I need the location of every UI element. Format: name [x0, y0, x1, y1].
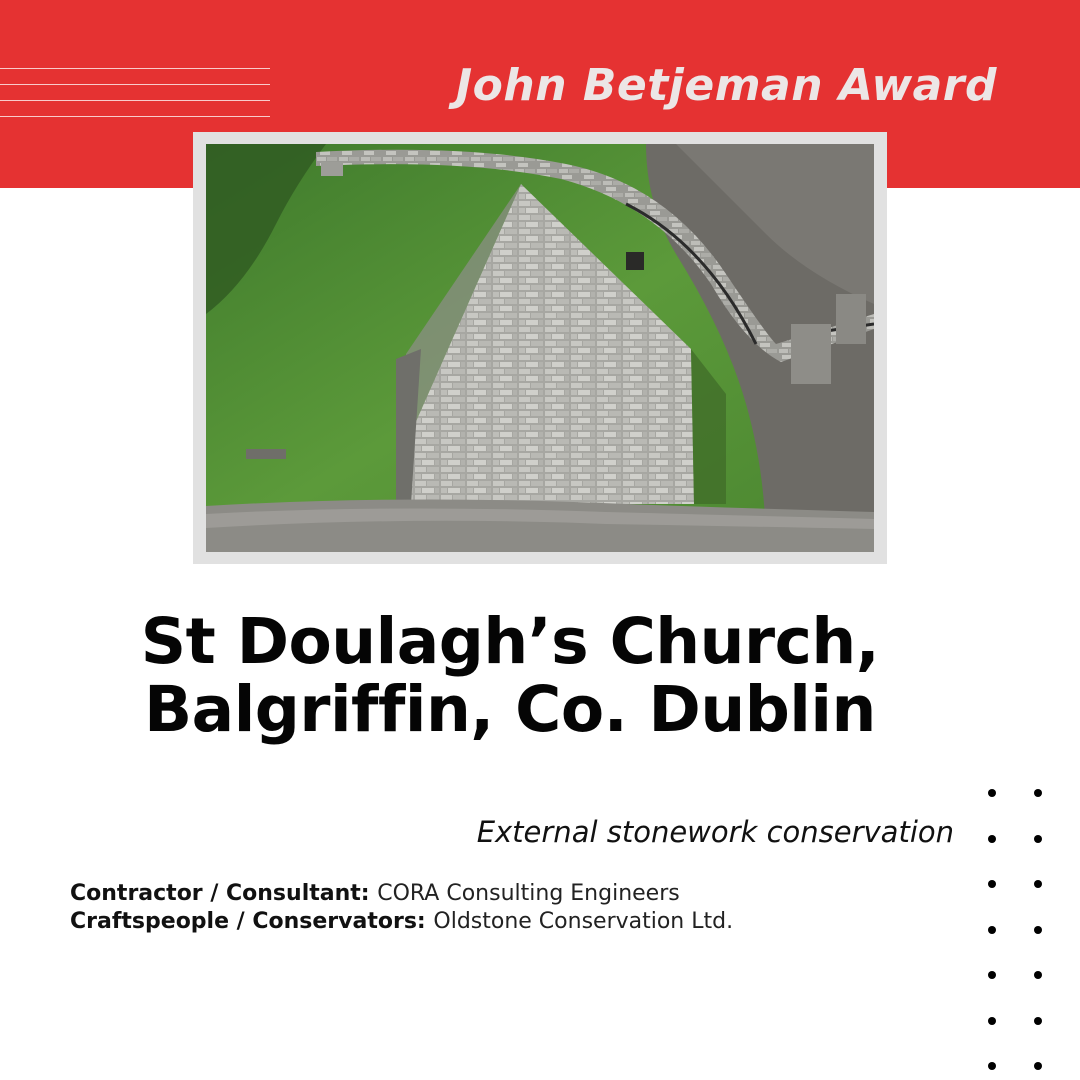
project-subtitle: External stonework conservation — [476, 815, 954, 849]
project-title — [0, 605, 1020, 746]
credit-label: Craftspeople / Conservators: — [70, 909, 434, 934]
credit-row — [70, 908, 733, 936]
decorative-dot — [1034, 971, 1042, 979]
decorative-dot — [988, 835, 996, 843]
decorative-dot — [988, 880, 996, 888]
award-title: John Betjeman Award — [455, 60, 997, 111]
credit-value: CORA Consulting Engineers — [377, 881, 680, 906]
credit-label: Contractor / Consultant: — [70, 881, 378, 906]
credits — [70, 880, 733, 936]
credit-row — [70, 880, 733, 908]
credit-value: Oldstone Conservation Ltd. — [433, 909, 734, 934]
decorative-dot — [1034, 880, 1042, 888]
photo-frame — [193, 132, 887, 564]
decorative-dot — [988, 1017, 996, 1025]
decorative-dot — [988, 1062, 996, 1070]
decorative-dot — [1034, 1017, 1042, 1025]
decorative-dot — [1034, 926, 1042, 934]
decorative-dot — [1034, 835, 1042, 843]
decorative-dot — [988, 789, 996, 797]
decorative-dot — [1034, 1062, 1042, 1070]
decorative-lines — [0, 68, 270, 132]
project-title-line-2: Balgriffin, Co. Dublin — [144, 673, 876, 746]
decorative-dot — [988, 926, 996, 934]
decorative-dot — [1034, 789, 1042, 797]
decorative-dot — [988, 971, 996, 979]
project-title-line-1: St Doulagh’s Church, — [140, 605, 880, 678]
church-photo — [206, 144, 874, 552]
